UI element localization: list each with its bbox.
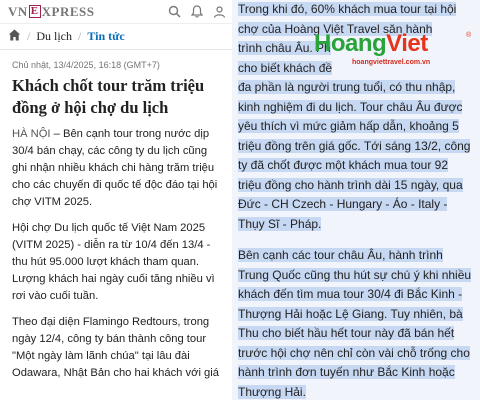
search-icon[interactable] — [168, 5, 181, 18]
site-header — [0, 0, 232, 24]
breadcrumb-subcategory[interactable]: Tin tức — [87, 29, 125, 43]
article-title: Khách chốt tour trăm triệu đồng ở hội chợ du lịch — [12, 76, 205, 117]
vnexpress-logo[interactable]: VN E XPRESS — [8, 3, 95, 19]
article-location: HÀ NỘI — [12, 128, 51, 140]
article-paragraph: Theo đại diện Flamingo Redtours, trong ngày 12/4, công ty bán thành công tour "Một ngày làm lãnh chúa" tại lâu đài Odawara, Nhật Bản cho hai khách với giá — [12, 316, 219, 379]
breadcrumb-category[interactable]: Du lịch — [36, 29, 73, 43]
breadcrumb-separator: / — [27, 29, 31, 43]
hoangviet-watermark: HoangViet ® hoangviettravel.com.vn — [314, 30, 472, 66]
article-paragraph: Hội chợ Du lịch quốc tế Việt Nam 2025 (VITM 2025) - diễn ra từ 10/4 đến 13/4 - thu hút 95.000 lượt khách tham quan. Lượng khách hai ngày cuối tăng nhiều vì rơi vào cuối tuần. — [12, 222, 215, 302]
watermark-logo: HoangViet — [314, 30, 428, 57]
text-paragraph: Bên cạnh các tour châu Âu, hành trình Trung Quốc cũng thu hút sự chú ý khi nhiều khách đến tìm mua tour 30/4 đi Bắc Kinh - Thượng Hải hoặc Lệ Giang. Tuy nhiên, bà Thu cho biết hầu hết tour này đã bán hết trước hội chợ nên chỉ còn vài chỗ trống cho hành trình đơn tuyến như Bắc Kinh hoặc Thượng Hải. — [238, 248, 472, 399]
watermark-url: hoangviettravel.com.vn — [352, 59, 431, 66]
text-paragraph: Trong khi đó, 60% khách mua tour tại hội chợ của Hoàng Việt Travel săn hành trình châu Âu. Ph cho biết khách đề đa phần là người trung tuổi, có thu nhập, kinh nghiệm đi du lịch. Tour châu Âu được yêu thích vì mức giảm hấp dẫn, khoảng 5 triệu đồng trên giá gốc. Tới sáng 13/2, công ty đã chốt được một khách mua tour 92 triệu đồng cho hành trình dài 15 ngày, qua Đức - CH Czech - Hungary - Áo - Italy - Thụy Sĩ - Pháp. — [238, 2, 471, 231]
bell-icon[interactable] — [191, 5, 203, 18]
article-lead: HÀ NỘI – Bên cạnh tour trong nước dịp 30/4 bán chạy, các công ty du lịch cũng ghi nhận nhiều khách chi hàng trăm triệu cho các chuyến đi quốc tế độc đáo tại hội chợ VITM 2025. — [12, 128, 218, 208]
home-icon[interactable] — [8, 29, 21, 45]
article-panel — [0, 0, 232, 400]
article-date: Chủ nhật, 13/4/2025, 16:18 (GMT+7) — [12, 60, 160, 70]
breadcrumb-separator: / — [78, 29, 82, 43]
breadcrumb — [0, 24, 232, 50]
user-icon[interactable] — [213, 5, 226, 18]
selected-text-panel — [232, 0, 480, 400]
